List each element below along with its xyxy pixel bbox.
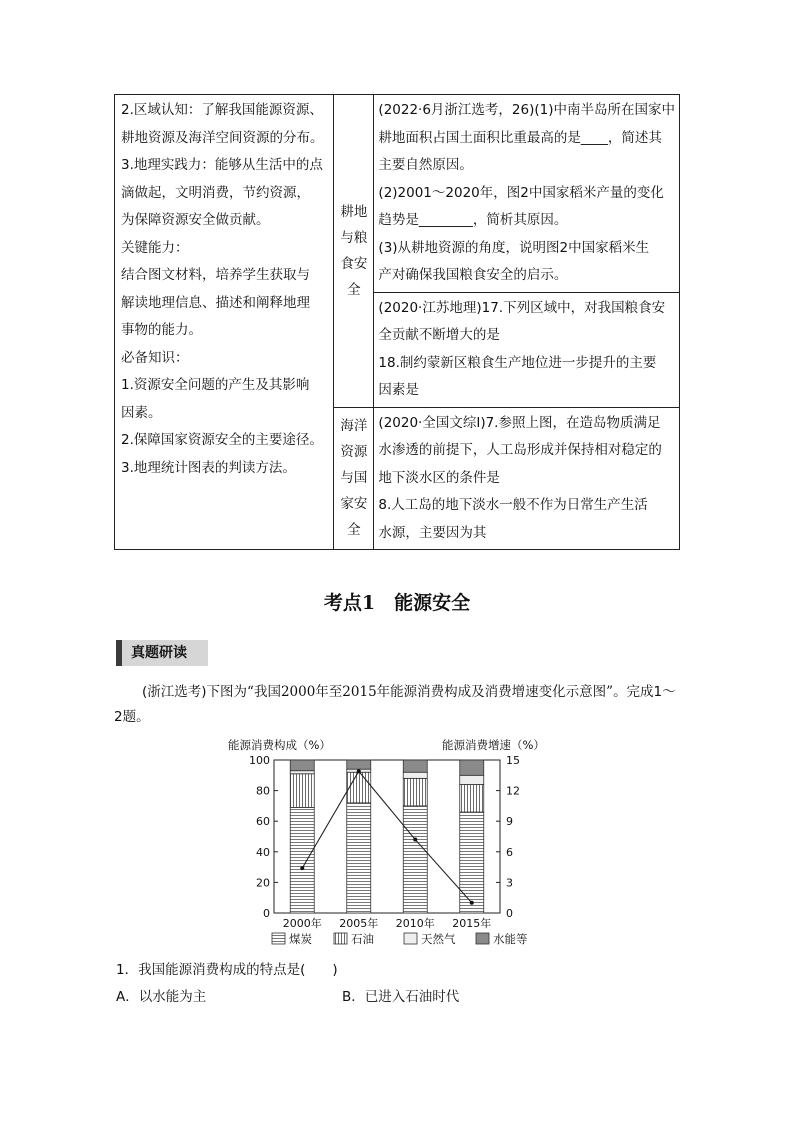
exam-question-block-1: [374, 95, 680, 293]
bar-segment-水能等: [347, 760, 371, 769]
objective-line: 2.区域认知：了解我国能源资源、: [121, 102, 323, 118]
topic-line: 资源: [340, 444, 368, 461]
bar-segment-石油: [290, 774, 314, 808]
topic-line: 全: [347, 522, 361, 539]
topic-line: 食安: [340, 255, 368, 272]
section-badge: 真题研读: [116, 640, 208, 666]
growth-line: [302, 771, 472, 903]
topic-line: 家安: [340, 496, 368, 513]
topic-farmland-food-security: [334, 95, 374, 408]
bar-segment-煤炭: [403, 806, 427, 913]
topic-line: 耕地: [340, 203, 368, 220]
objective-line: 因素。: [121, 404, 162, 421]
question-line: 因素是: [378, 382, 419, 398]
objective-line: 3.地理统计图表的判读方法。: [121, 459, 296, 476]
bar-segment-天然气: [460, 775, 484, 784]
objective-line: 必备知识：: [121, 349, 189, 366]
question-line: 耕地面积占国土面积比重最高的是____，简述其: [378, 129, 662, 146]
question-line: 趋势是________，简析其原因。: [378, 212, 568, 228]
legend-swatch-石油: [334, 933, 347, 944]
right-axis-title: 能源消费增速（%）: [442, 738, 545, 752]
bar-segment-天然气: [290, 771, 314, 774]
left-tick-label: 20: [256, 876, 270, 890]
left-tick-label: 40: [256, 845, 270, 859]
objective-line: 解读地理信息、描述和阐释地理: [121, 294, 310, 311]
growth-point: [470, 901, 474, 905]
left-tick-label: 80: [256, 784, 270, 798]
x-tick-label: 2010年: [395, 917, 435, 930]
right-tick-label: 12: [506, 784, 520, 798]
growth-point: [357, 769, 361, 773]
topic-line: 与国: [340, 470, 368, 487]
bar-segment-煤炭: [460, 812, 484, 913]
intro-suffix: 。完成1～2题。: [114, 684, 676, 725]
bar-segment-石油: [460, 784, 484, 812]
option-b: B．已进入石油时代: [342, 989, 460, 1005]
question-line: 产对确保我国粮食安全的启示。: [378, 267, 568, 283]
x-tick-label: 2015年: [452, 917, 492, 930]
x-tick-label: 2000年: [282, 917, 322, 930]
objectives-cell: [115, 95, 334, 550]
growth-point: [300, 866, 304, 870]
right-tick-label: 0: [506, 907, 513, 920]
objective-line: 事物的能力。: [121, 322, 202, 338]
objective-line: 为保障资源安全做贡献。: [121, 212, 270, 228]
left-tick-label: 60: [256, 815, 270, 829]
question-intro: [114, 680, 680, 730]
topic-line: 全: [347, 281, 361, 298]
question-line: (2022·6月浙江选考，26)(1)中南半岛所在国家中: [378, 102, 675, 118]
legend-label: 煤炭: [289, 932, 312, 946]
left-tick-label: 0: [263, 907, 270, 920]
legend-label: 石油: [351, 932, 374, 946]
left-axis-title: 能源消费构成（%）: [228, 738, 331, 752]
question-line: (3)从耕地资源的角度，说明图2中国家稻米生: [378, 239, 650, 256]
question-line: (2)2001～2020年，图2中国家稻米产量的变化: [378, 184, 664, 201]
right-tick-label: 3: [506, 876, 513, 890]
question-line: (2020·全国文综Ⅰ)7.参照上图，在造岛物质满足: [378, 414, 661, 431]
question-line: 地下淡水区的条件是: [378, 469, 500, 486]
objective-line: 结合图文材料，培养学生获取与: [121, 267, 310, 283]
question-line: 水渗透的前提下，人工岛形成并保持相对稳定的: [378, 442, 662, 458]
objective-line: 1.资源安全问题的产生及其影响: [121, 377, 310, 393]
topic-line: 海洋: [340, 418, 368, 435]
question-line: 8.人工岛的地下淡水一般不作为日常生产生活: [378, 497, 648, 513]
requirements-table: [114, 94, 680, 550]
bar-segment-煤炭: [290, 807, 314, 913]
objective-line: 3.地理实践力：能够从生活中的点: [121, 157, 323, 173]
objective-line: 2.保障国家资源安全的主要途径。: [121, 432, 323, 448]
question-line: (2020·江苏地理)17.下列区域中，对我国粮食安: [378, 299, 666, 316]
question-line: 主要自然原因。: [378, 157, 473, 173]
objective-line: 滴做起，文明消费，节约资源，: [121, 184, 310, 201]
intro-figure-title: “我国2000年至2015年能源消费构成及消费增速变化示意图”: [247, 684, 614, 700]
bar-segment-石油: [403, 778, 427, 806]
bar-segment-天然气: [403, 772, 427, 778]
right-tick-label: 6: [506, 845, 513, 859]
legend-swatch-水能等: [476, 933, 489, 944]
legend-label: 水能等: [493, 932, 528, 946]
right-tick-label: 9: [506, 815, 513, 829]
topic-marine-resources-security: [334, 407, 374, 550]
legend-swatch-煤炭: [272, 933, 285, 944]
energy-chart: [214, 733, 584, 953]
bar-segment-水能等: [290, 760, 314, 771]
section-title: 考点1 能源安全: [323, 592, 471, 614]
intro-prefix: (浙江选考)下图为: [142, 684, 248, 700]
exam-question-block-2: [374, 292, 680, 407]
right-tick-label: 15: [506, 754, 520, 767]
bar-segment-水能等: [460, 760, 484, 775]
topic-line: 与粮: [340, 229, 368, 246]
exam-question-block-3: [374, 407, 680, 550]
legend-swatch-天然气: [404, 933, 417, 944]
bar-segment-水能等: [403, 760, 427, 772]
option-a: A．以水能为主: [116, 989, 207, 1005]
bar-segment-石油: [347, 772, 371, 803]
bar-segment-煤炭: [347, 803, 371, 913]
question-line: 全贡献不断增大的是: [378, 327, 500, 343]
legend-label: 天然气: [421, 932, 456, 946]
question-line: 水源，主要因为其: [378, 524, 487, 541]
left-tick-label: 100: [249, 754, 270, 767]
x-tick-label: 2005年: [339, 917, 379, 930]
objective-line: 关键能力：: [121, 239, 189, 256]
growth-point: [413, 838, 417, 842]
objective-line: 耕地资源及海洋空间资源的分布。: [121, 129, 324, 146]
question-line: 18.制约蒙新区粮食生产地位进一步提升的主要: [378, 354, 657, 371]
question-1: 1．我国能源消费构成的特点是( ): [116, 962, 338, 978]
